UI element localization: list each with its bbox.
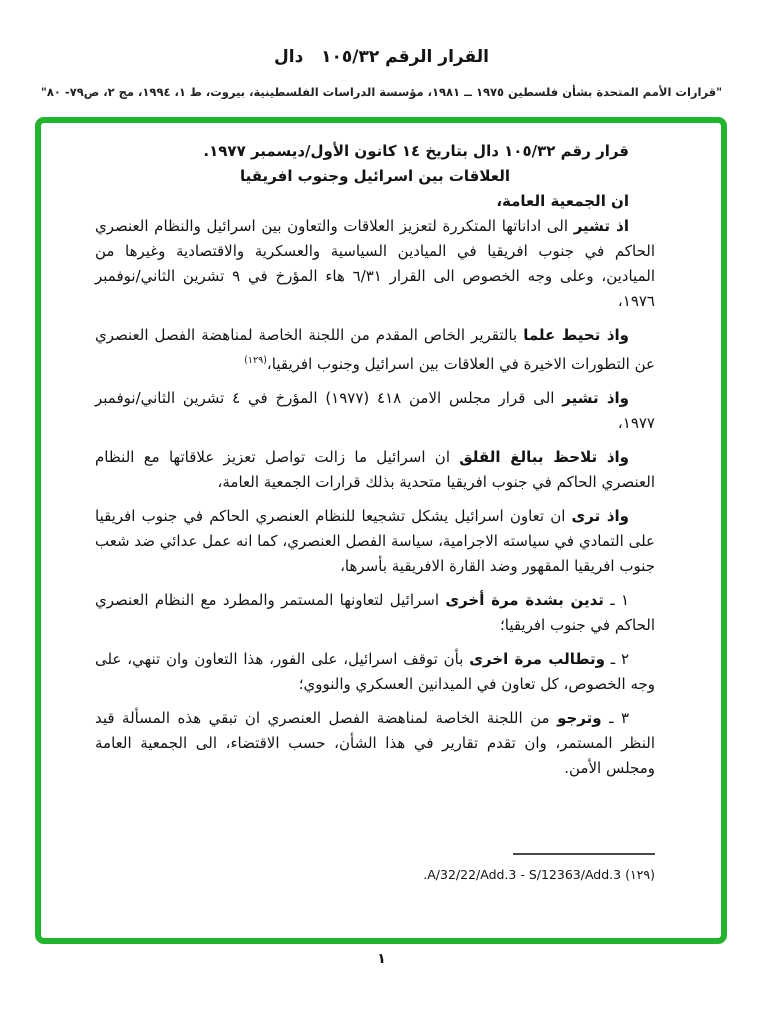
paragraph-text: الى اداناتها المتكررة لتعزيز العلاقات والتعاون بين اسرائيل والنظام العنصري الحاكم في جنوب افريقيا في الميادين السياسية والعسكرية والاقتصادية وغيرها من الميادين، وعلى وجه الخصوص الى القرار ٦/٣١ هاء المؤرخ في ٩ تشرين الثاني/نوفمبر ١٩٧٦،	[95, 217, 655, 310]
footnote-divider	[513, 853, 655, 855]
item-lead: تدين بشدة مرة أخرى	[445, 591, 604, 609]
paragraph-lead: اذ تشير	[573, 217, 629, 235]
paragraph-text: ان اسرائيل ما زالت تواصل تعزيز علاقاتها مع النظام العنصري الحاكم في جنوب افريقيا متحدية بذلك قرارات الجمعية العامة،	[95, 448, 655, 491]
item-text: بأن توقف اسرائيل، على الفور، هذا التعاون وان تنهي، على وجه الخصوص، كل تعاون في الميدانين العسكري والنووي؛	[95, 650, 655, 693]
preamble-paragraph-1	[95, 214, 655, 314]
preamble-paragraph-5	[95, 504, 655, 579]
preamble-paragraph-3	[95, 386, 655, 436]
preamble-paragraph-4	[95, 445, 655, 495]
resolution-heading: قرار رقم ١٠٥/٣٢ دال بتاريخ ١٤ كانون الأول/ديسمبر ١٩٧٧.	[203, 142, 629, 160]
operative-item-2	[95, 647, 655, 697]
resolution-number-title: القرار الرقم ١٠٥/٣٢ دال	[274, 47, 489, 67]
paragraph-text: بالتقرير الخاص المقدم من اللجنة الخاصة لمناهضة الفصل العنصري عن التطورات الاخيرة في العلاقات بين اسرائيل وجنوب افريقيا،	[95, 326, 655, 373]
item-text: اسرائيل لتعاونها المستمر والمطرد مع النظام العنصري الحاكم في جنوب افريقيا؛	[95, 591, 655, 634]
operative-item-3	[95, 706, 655, 781]
item-lead: وترجو	[557, 709, 602, 727]
paragraph-text: الى قرار مجلس الامن ٤١٨ (١٩٧٧) المؤرخ في ٤ تشرين الثاني/نوفمبر ١٩٧٧،	[95, 389, 655, 432]
source-citation-line: "قرارات الأمم المتحدة بشأن فلسطين ١٩٧٥ ــ ١٩٨١، مؤسسة الدراسات الفلسطينية، بيروت، ط ١، ١٩٩٤، مج ٢، ص٧٩- ٨٠"	[40, 85, 723, 99]
page-number: ١	[377, 951, 386, 967]
footnote-block	[423, 847, 655, 884]
paragraph-lead: واذ تحيط علما	[523, 326, 629, 344]
preamble-opening: ان الجمعية العامة،	[496, 192, 629, 210]
paragraph-lead: واذ تشير	[562, 389, 629, 407]
preamble-paragraph-2	[95, 323, 655, 377]
paragraph-lead: واذ ترى	[571, 507, 629, 525]
item-lead: وتطالب مرة اخرى	[469, 650, 605, 668]
operative-item-1	[95, 588, 655, 638]
item-number: ١ ـ	[603, 591, 629, 609]
document-frame	[35, 117, 727, 944]
resolution-subject: العلاقات بين اسرائيل وجنوب افريقيا	[239, 167, 511, 185]
paragraph-text: ان تعاون اسرائيل يشكل تشجيعا للنظام العنصري الحاكم في جنوب افريقيا على التمادي في سياسته الاجرامية، سياسة الفصل العنصري، كما انه عمل عدائي ضد شعب جنوب افريقيا المقهور وضد القارة الافريقية بأسرها،	[95, 507, 655, 575]
item-number: ٢ ـ	[604, 650, 629, 668]
item-text: من اللجنة الخاصة لمناهضة الفصل العنصري ان تبقي هذه المسألة قيد النظر المستمر، وان تقدم تقارير في هذا الشأن، حسب الاقتضاء، الى الجمعية العامة ومجلس الأمن.	[95, 709, 655, 777]
item-number: ٣ ـ	[601, 709, 629, 727]
footnote-reference-marker: (١٢٩)	[244, 355, 267, 366]
footnote: (١٢٩) A/32/22/Add.3 - S/12363/Add.3.	[423, 867, 655, 882]
paragraph-lead: واذ تلاحظ ببالغ القلق	[459, 448, 629, 466]
